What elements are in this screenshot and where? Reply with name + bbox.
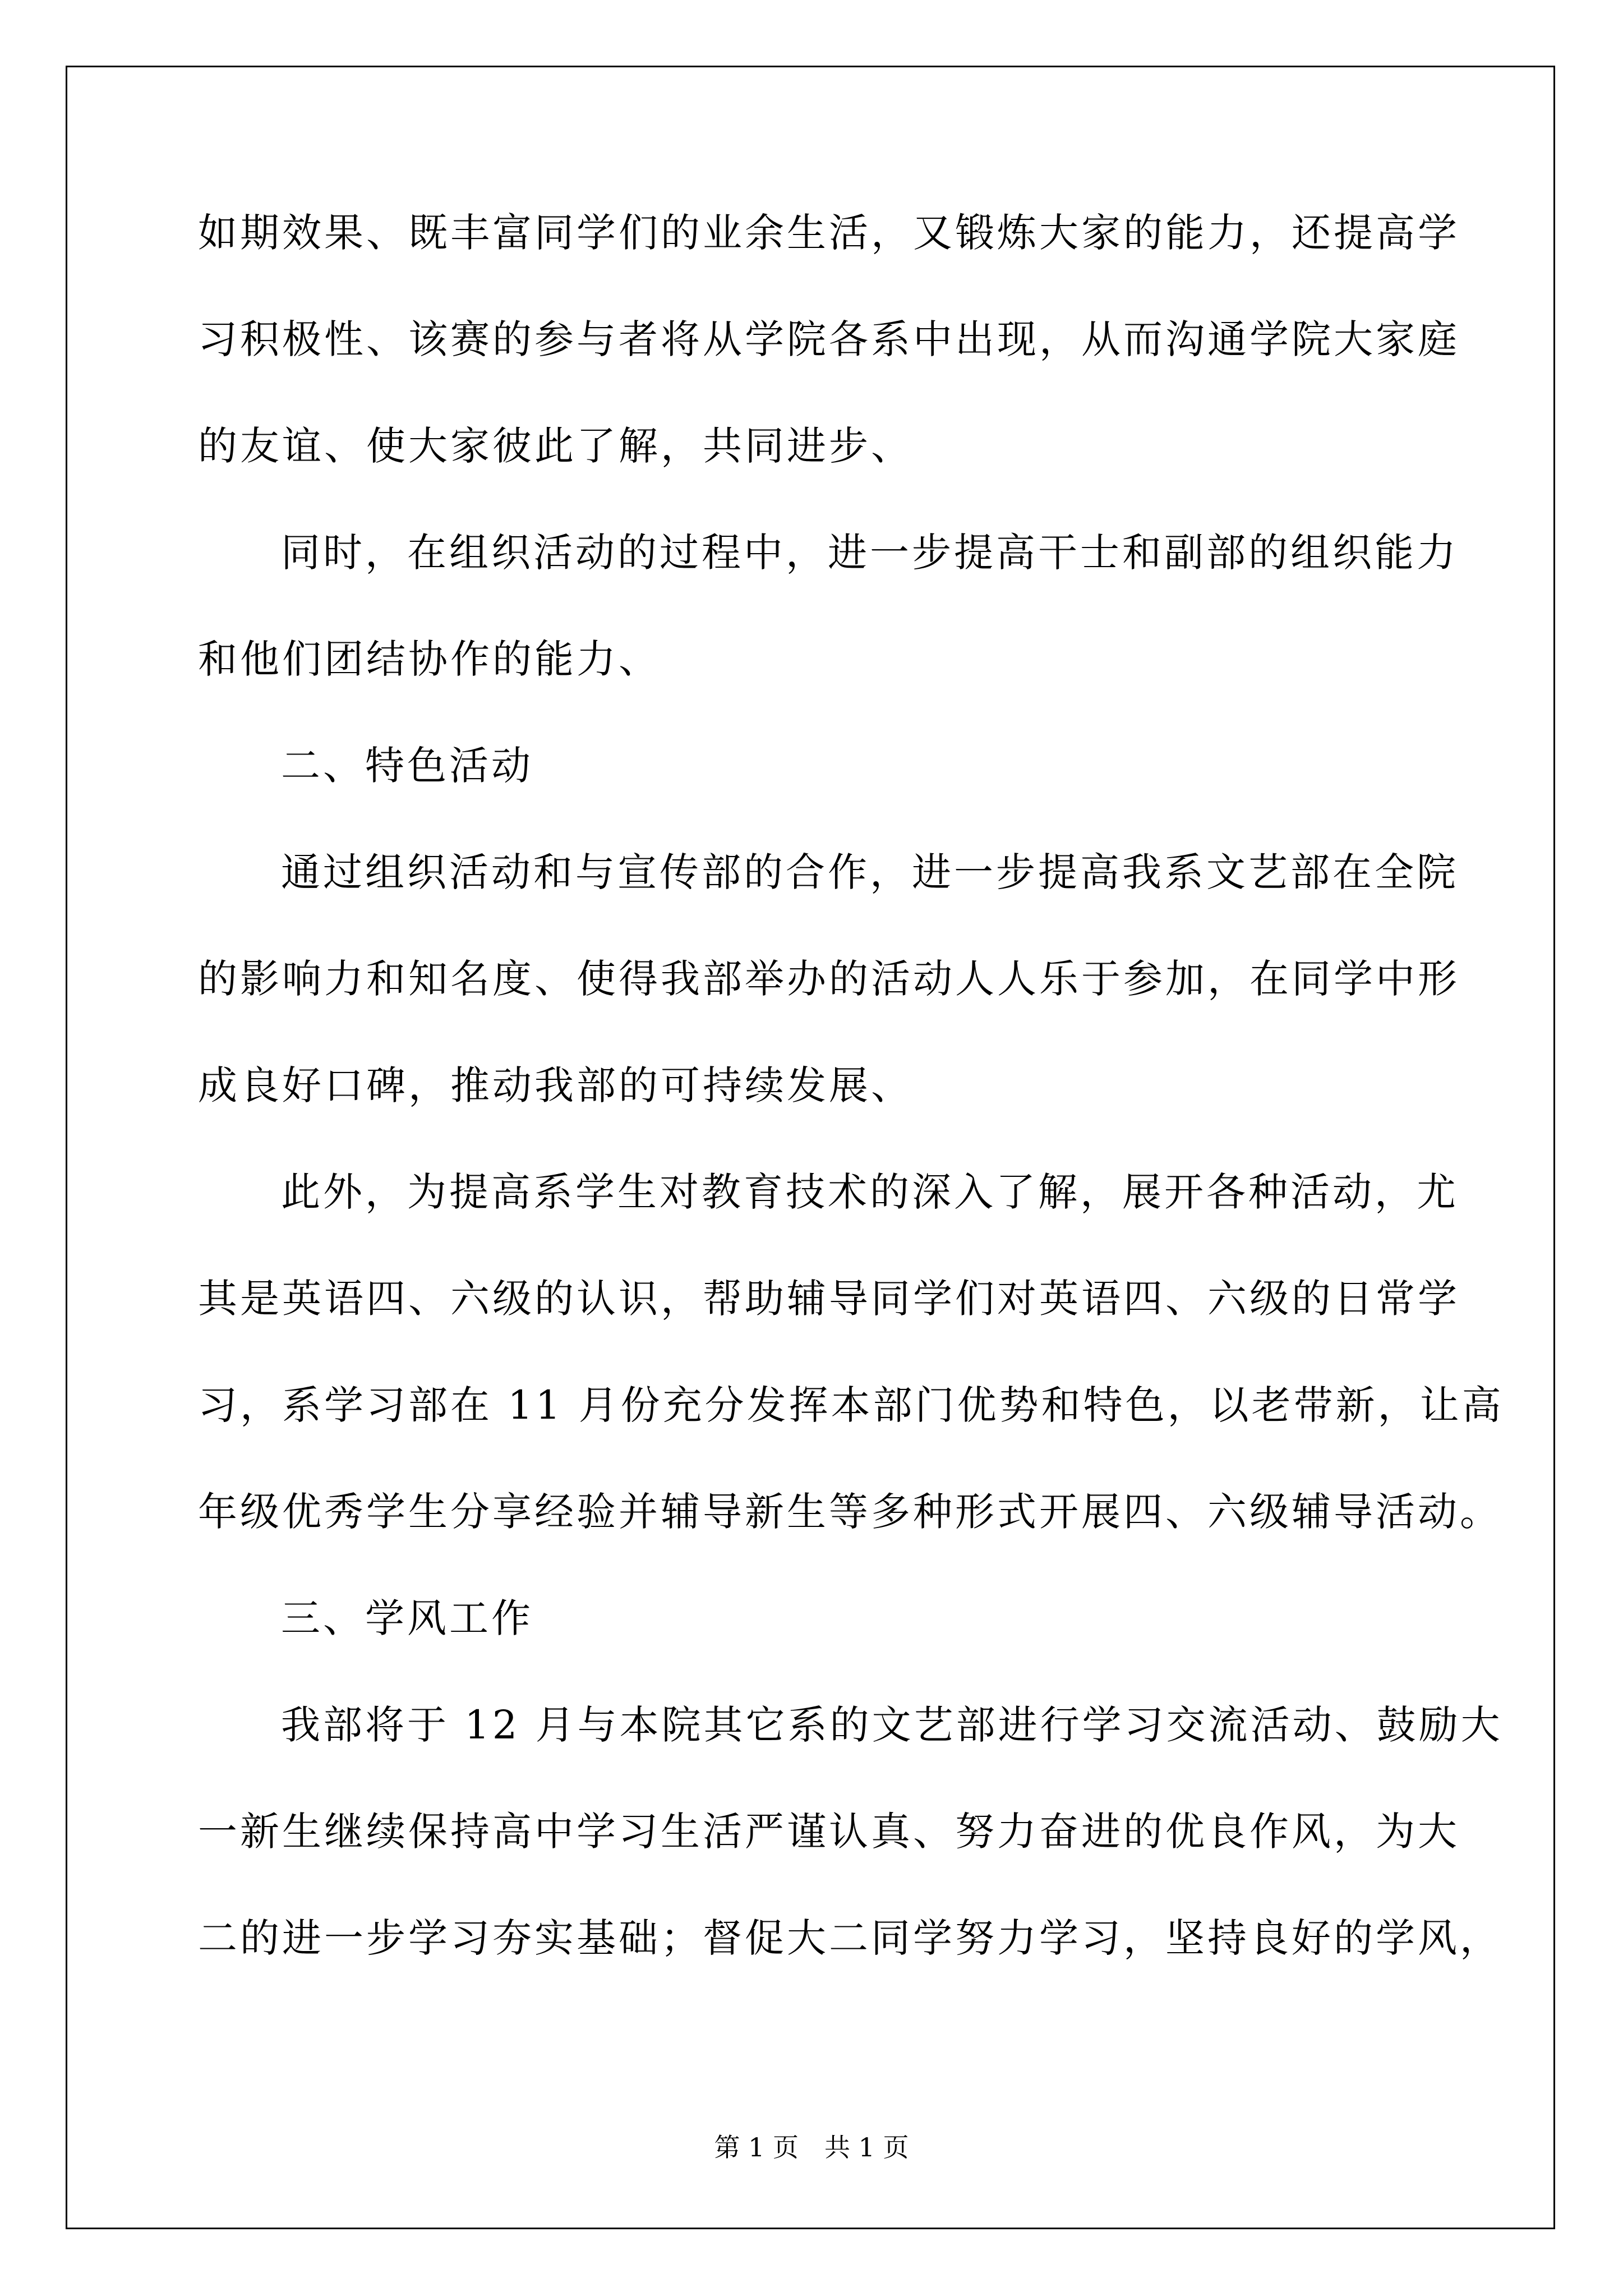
paragraph-start-line: 我部将于 12 月与本院其它系的文艺部进行学习交流活动、鼓励大: [281, 1702, 1503, 1748]
text-line: 二的进一步学习夯实基础；督促大二同学努力学习，坚持良好的学风，: [198, 1915, 1502, 1961]
page-border: [66, 66, 1555, 2229]
text-line: 习，系学习部在 11 月份充分发挥本部门优势和特色，以老带新，让高: [198, 1382, 1504, 1428]
section-heading: 二、特色活动: [281, 743, 533, 789]
text-line: 其是英语四、六级的认识，帮助辅导同学们对英语四、六级的日常学: [198, 1276, 1460, 1322]
paragraph-start-line: 同时，在组织活动的过程中，进一步提高干士和副部的组织能力: [281, 530, 1459, 576]
text-line: 如期效果、既丰富同学们的业余生活，又锻炼大家的能力，还提高学: [198, 210, 1460, 256]
page-footer: 第 1 页 共 1 页: [714, 2132, 909, 2162]
section-heading: 三、学风工作: [281, 1595, 533, 1641]
text-line: 一新生继续保持高中学习生活严谨认真、努力奋进的优良作风，为大: [198, 1809, 1460, 1855]
text-line: 习积极性、该赛的参与者将从学院各系中出现，从而沟通学院大家庭: [198, 316, 1460, 362]
text-line: 和他们团结协作的能力、: [198, 636, 661, 682]
text-line: 年级优秀学生分享经验并辅导新生等多种形式开展四、六级辅导活动。: [198, 1489, 1502, 1535]
text-line: 的友谊、使大家彼此了解，共同进步、: [198, 423, 913, 469]
text-line: 成良好口碑，推动我部的可持续发展、: [198, 1062, 913, 1108]
paragraph-start-line: 通过组织活动和与宣传部的合作，进一步提高我系文艺部在全院: [281, 849, 1459, 895]
paragraph-start-line: 此外，为提高系学生对教育技术的深入了解，展开各种活动，尤: [281, 1169, 1459, 1215]
text-line: 的影响力和知名度、使得我部举办的活动人人乐于参加，在同学中形: [198, 956, 1460, 1002]
